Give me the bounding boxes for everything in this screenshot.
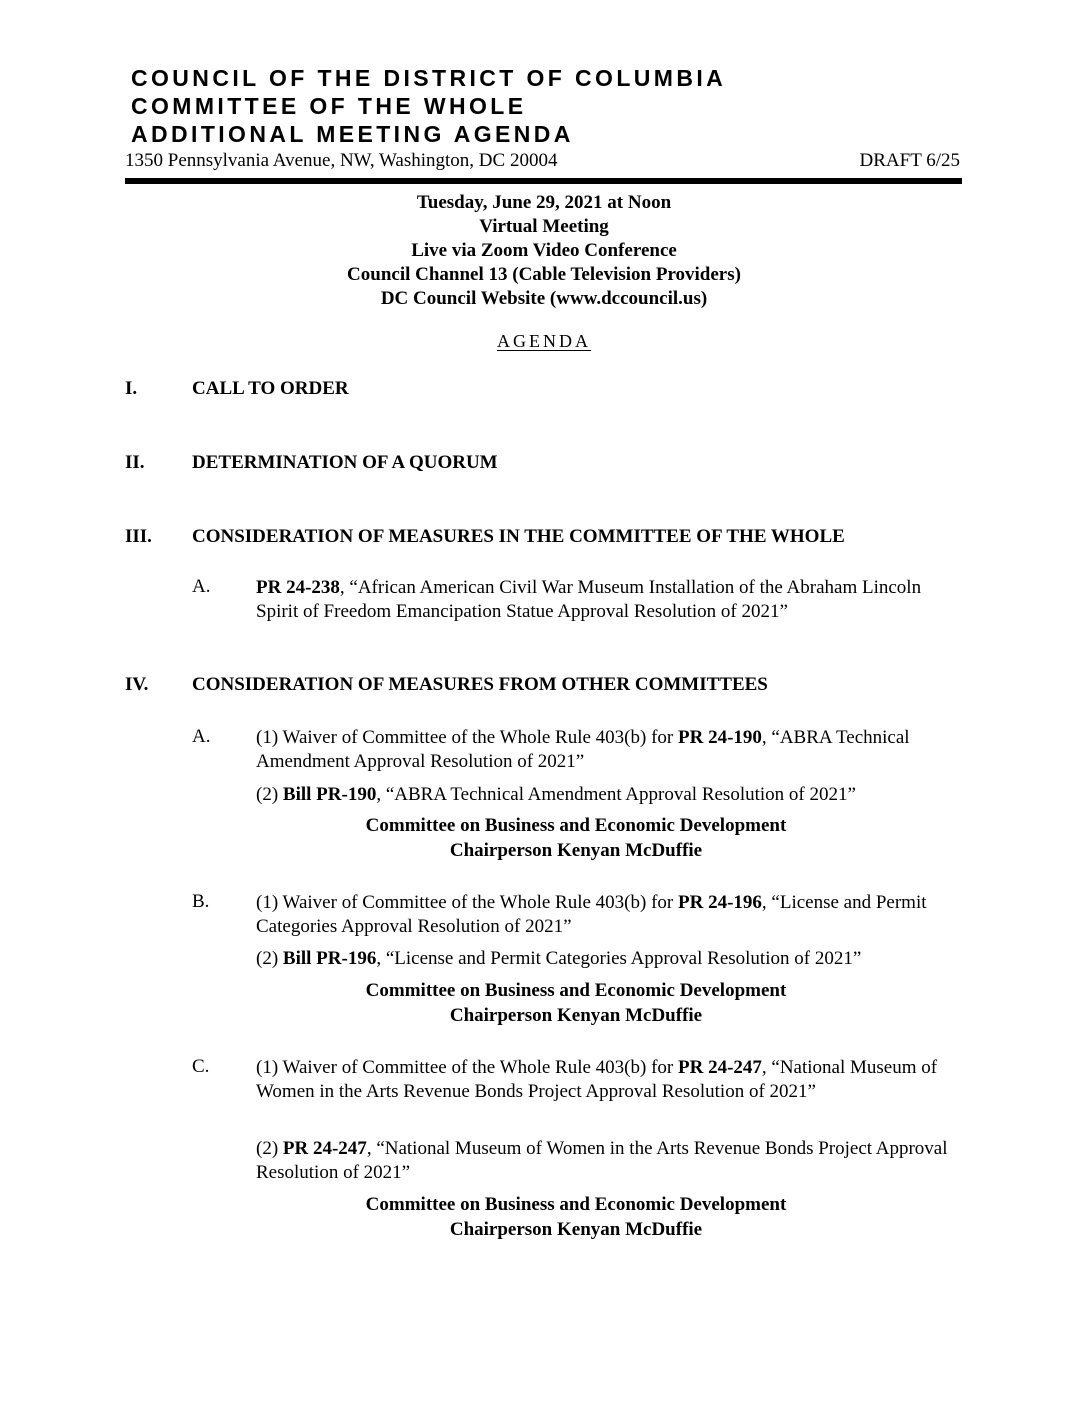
agenda-item-bill: (2) Bill PR-196, “License and Permit Categories Approval Resolution of 2021” — [256, 948, 862, 969]
agenda-item-waiver: (1) Waiver of Committee of the Whole Rule 403(b) for PR 24-190, “ABRA Technical Amendment Approval Resolution of 2021” — [256, 727, 910, 772]
section-title: CALL TO ORDER — [192, 378, 349, 399]
bill-code: Bill PR-196 — [282, 948, 377, 969]
section-title: CONSIDERATION OF MEASURES FROM OTHER COMMITTEES — [192, 674, 768, 695]
header-divider — [125, 178, 962, 184]
item-letter: B. — [192, 891, 210, 912]
section-title: DETERMINATION OF A QUORUM — [192, 452, 498, 473]
section-numeral: III. — [125, 526, 152, 547]
committee-chair: Chairperson Kenyan McDuffie — [449, 1005, 703, 1026]
header-address: 1350 Pennsylvania Avenue, NW, Washington, DC 20004 — [125, 150, 558, 171]
section-title: CONSIDERATION OF MEASURES IN THE COMMITTEE OF THE WHOLE — [192, 526, 845, 547]
agenda-item-resolution: (2) PR 24-247, “National Museum of Women in the Arts Revenue Bonds Project Approval Resolution of 2021” — [256, 1138, 948, 1183]
committee-block — [0, 1192, 1088, 1242]
resolution-code: PR 24-196 — [678, 892, 762, 913]
section-numeral: I. — [125, 378, 138, 399]
section-numeral: IV. — [125, 674, 149, 695]
meeting-date: Tuesday, June 29, 2021 at Noon — [416, 192, 672, 213]
agenda-item-bill: (2) Bill PR-190, “ABRA Technical Amendment Approval Resolution of 2021” — [256, 784, 856, 805]
committee-name: Committee on Business and Economic Development — [365, 815, 787, 836]
resolution-code: PR 24-238 — [256, 577, 340, 598]
committee-block — [0, 978, 1088, 1028]
header-committee: COMMITTEE OF THE WHOLE — [131, 93, 527, 119]
header-council: COUNCIL OF THE DISTRICT OF COLUMBIA — [131, 65, 727, 91]
draft-label: DRAFT 6/25 — [859, 150, 960, 171]
meeting-info — [0, 191, 1088, 311]
resolution-code: PR 24-190 — [678, 727, 762, 748]
agenda-item-waiver: (1) Waiver of Committee of the Whole Rule 403(b) for PR 24-247, “National Museum of Women in the Arts Revenue Bonds Project Approval Resolution of 2021” — [256, 1057, 938, 1102]
meeting-website: DC Council Website (www.dccouncil.us) — [380, 288, 708, 309]
section-numeral: II. — [125, 452, 145, 473]
committee-block — [0, 813, 1088, 863]
meeting-channel: Council Channel 13 (Cable Television Providers) — [347, 264, 741, 285]
committee-chair: Chairperson Kenyan McDuffie — [449, 840, 703, 861]
item-letter: C. — [192, 1056, 210, 1077]
committee-name: Committee on Business and Economic Development — [365, 1194, 787, 1215]
item-letter: A. — [192, 576, 211, 597]
resolution-code: PR 24-247 — [678, 1057, 762, 1078]
agenda-title: AGENDA — [497, 331, 591, 351]
header-agenda-type: ADDITIONAL MEETING AGENDA — [131, 121, 574, 147]
bill-code: Bill PR-190 — [282, 784, 377, 805]
item-letter: A. — [192, 726, 211, 747]
committee-name: Committee on Business and Economic Development — [365, 980, 787, 1001]
meeting-live: Live via Zoom Video Conference — [411, 240, 677, 261]
agenda-item: PR 24-238, “African American Civil War Museum Installation of the Abraham Lincoln Spirit of Freedom Emancipation Statue Approval Resolution of 2021” — [256, 577, 922, 622]
committee-chair: Chairperson Kenyan McDuffie — [449, 1219, 703, 1240]
meeting-type: Virtual Meeting — [479, 216, 609, 237]
agenda-item-waiver: (1) Waiver of Committee of the Whole Rule 403(b) for PR 24-196, “License and Permit Categories Approval Resolution of 2021” — [256, 892, 927, 937]
resolution-code: PR 24-247 — [282, 1138, 367, 1159]
